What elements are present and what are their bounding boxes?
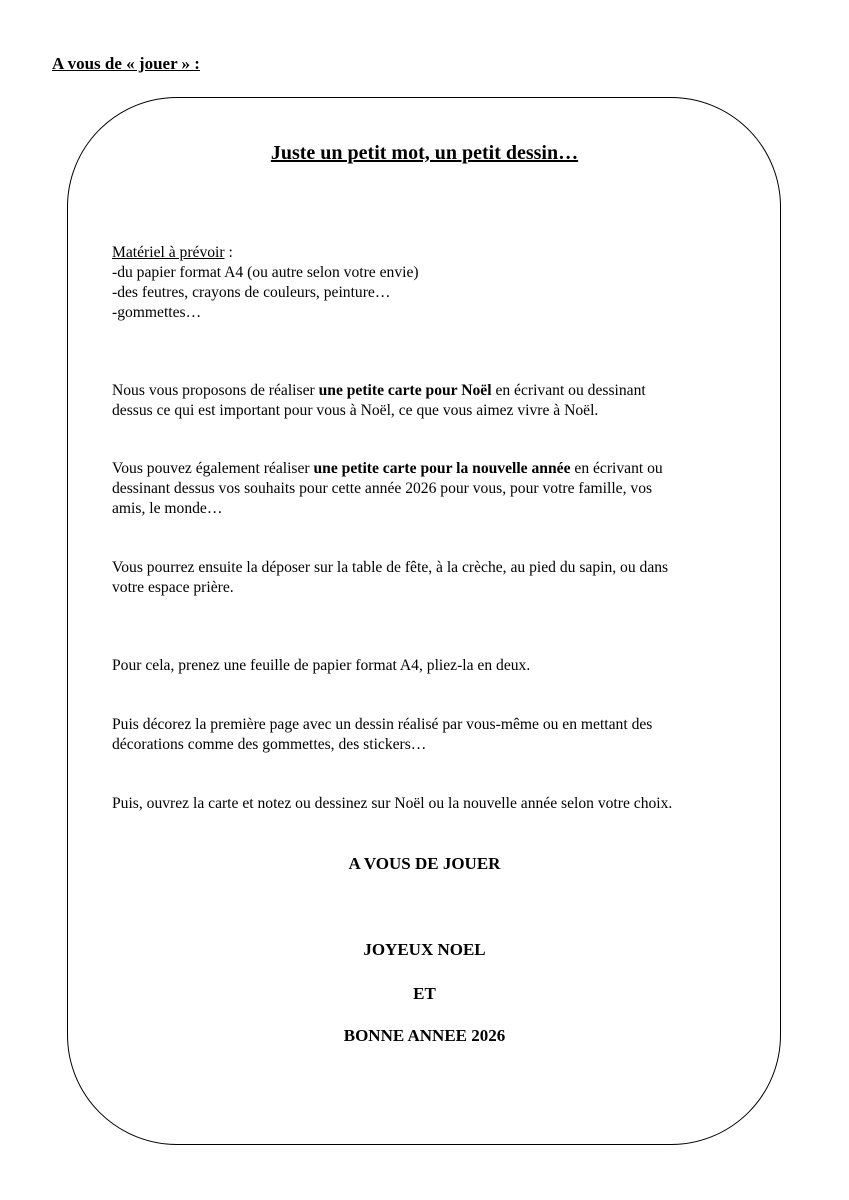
- paragraph-line: Vous pourrez ensuite la déposer sur la table de fête, à la crèche, au pied du sapin, ou dans: [112, 559, 669, 576]
- call-to-action: A VOUS DE JOUER: [348, 854, 501, 873]
- greeting-bonne-annee: BONNE ANNEE 2026: [343, 1026, 506, 1045]
- emphasis-christmas-card: une petite carte pour Noël: [318, 382, 492, 399]
- paragraph-new-year-card: [112, 459, 752, 519]
- paragraph-line: [112, 381, 752, 401]
- paragraph-line: dessinant dessus vos souhaits pour cette année 2026 pour vous, pour votre famille, vos: [112, 480, 653, 497]
- paragraph-line: [112, 459, 752, 479]
- paragraph-line: dessus ce qui est important pour vous à Noël, ce que vous aimez vivre à Noël.: [112, 402, 599, 419]
- paragraph-line: amis, le monde…: [112, 500, 223, 517]
- instruction-open: [112, 794, 752, 814]
- materials-heading: [112, 243, 752, 263]
- section-heading: A vous de « jouer » :: [52, 54, 200, 73]
- instruction-decorate: [112, 715, 752, 755]
- paragraph-place-card: [112, 558, 752, 598]
- paragraph-line: votre espace prière.: [112, 579, 234, 596]
- materials-list: [112, 243, 752, 323]
- instruction-fold: [112, 656, 752, 676]
- materials-label-suffix: :: [224, 244, 233, 261]
- paragraph-line: Pour cela, prenez une feuille de papier format A4, pliez-la en deux.: [112, 657, 531, 674]
- text-run: en écrivant ou dessinant: [491, 382, 646, 399]
- paragraph-line: Puis décorez la première page avec un dessin réalisé par vous-même ou en mettant des: [112, 716, 653, 733]
- greeting-joyeux-noel: JOYEUX NOEL: [363, 940, 486, 959]
- materials-label: Matériel à prévoir: [112, 244, 225, 261]
- greeting-et: ET: [413, 984, 436, 1003]
- text-run: en écrivant ou: [570, 460, 663, 477]
- paragraph-christmas-card: [112, 381, 752, 421]
- text-run: Nous vous proposons de réaliser: [112, 382, 319, 399]
- text-run: Vous pouvez également réaliser: [112, 460, 314, 477]
- emphasis-new-year-card: une petite carte pour la nouvelle année: [313, 460, 571, 477]
- paragraph-line: Puis, ouvrez la carte et notez ou dessinez sur Noël ou la nouvelle année selon votre choix.: [112, 795, 673, 812]
- materials-item: -gommettes…: [112, 304, 202, 321]
- materials-item: -des feutres, crayons de couleurs, peinture…: [112, 284, 391, 301]
- materials-item: -du papier format A4 (ou autre selon votre envie): [112, 264, 419, 281]
- card-title: Juste un petit mot, un petit dessin…: [270, 142, 579, 164]
- paragraph-line: décorations comme des gommettes, des stickers…: [112, 736, 427, 753]
